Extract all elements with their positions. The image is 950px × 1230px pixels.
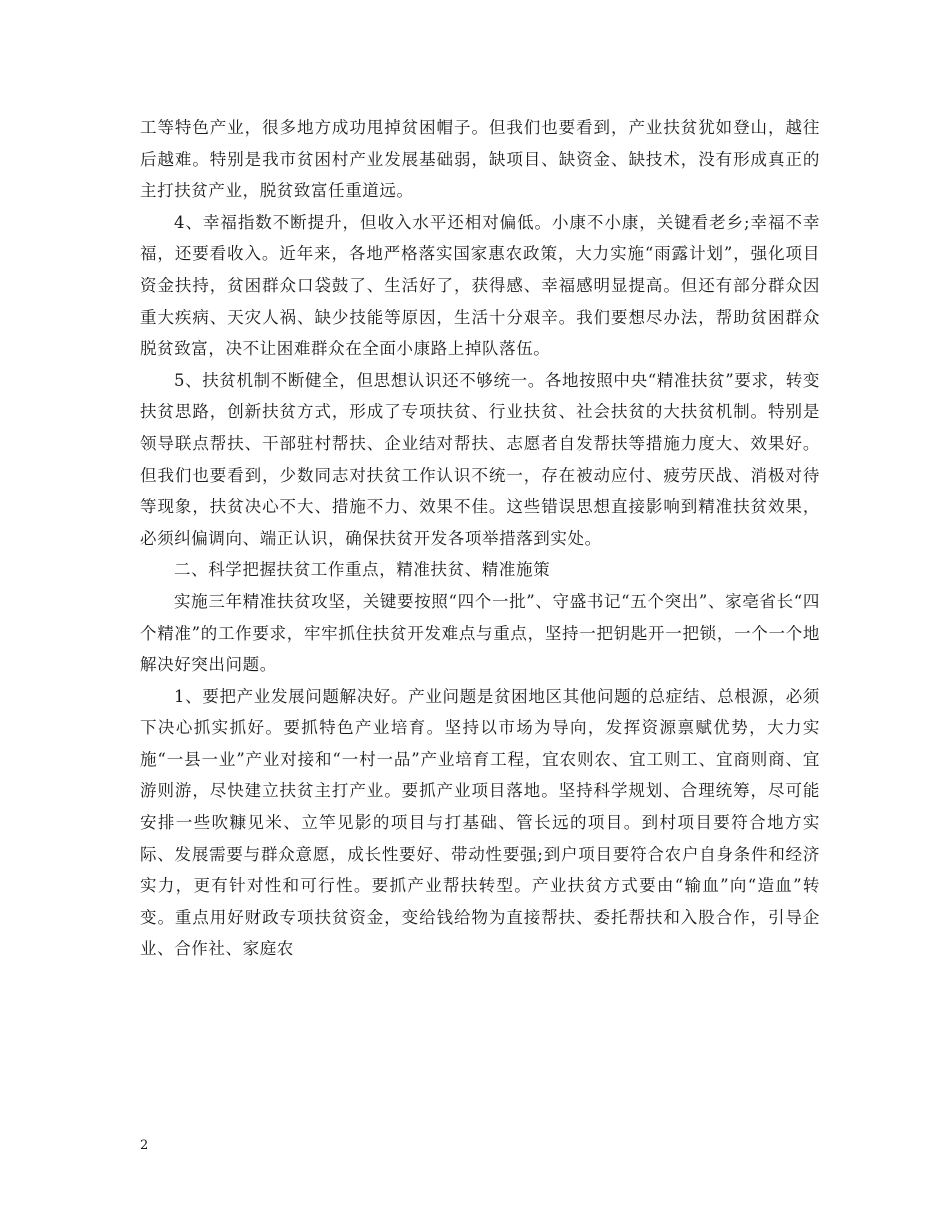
paragraph-3: 5、扶贫机制不断健全，但思想认识还不够统一。各地按照中央“精准扶贫”要求，转变扶贫思路，创新扶贫方式，形成了专项扶贫、行业扶贫、社会扶贫的大扶贫机制。特别是领导联点帮扶、干部驻村帮扶、企业结对帮扶、志愿者自发帮扶等措施力度大、效果好。但我们也要看到，少数同志对扶贫工作认识不统一，存在被动应付、疲劳厌战、消极对待等现象，扶贫决心不大、措施不力、效果不佳。这些错误思想直接影响到精准扶贫效果，必须纠偏调向、端正认识，确保扶贫开发各项举措落到实处。 xyxy=(140,370,820,548)
paragraph-1: 工等特色产业，很多地方成功甩掉贫困帽子。但我们也要看到，产业扶贫犹如登山，越往后越难。特别是我市贫困村产业发展基础弱，缺项目、缺资金、缺技术，没有形成真正的主打扶贫产业，脱贫致富任重道远。 xyxy=(140,118,820,201)
paragraph-4: 实施三年精准扶贫攻坚，关键要按照“四个一批”、守盛书记“五个突出”、家亳省长“四个精准”的工作要求，牢牢抓住扶贫开发难点与重点，坚持一把钥匙开一把锁，一个一个地解决好突出问题。 xyxy=(140,591,820,675)
page-number: 2 xyxy=(140,1138,149,1153)
body-text xyxy=(140,112,820,965)
paragraph-2: 4、幸福指数不断提升，但收入水平还相对偏低。小康不小康，关键看老乡;幸福不幸福，还要看收入。近年来，各地严格落实国家惠农政策，大力实施“雨露计划”，强化项目资金扶持，贫困群众口袋鼓了、生活好了，获得感、幸福感明显提高。但还有部分群众因重大疾病、天灾人祸、缺少技能等原因，生活十分艰辛。我们要想尽办法，帮助贫困群众脱贫致富，决不让困难群众在全面小康路上掉队落伍。 xyxy=(140,212,820,359)
section-heading: 二、科学把握扶贫工作重点，精准扶贫、精准施策 xyxy=(174,560,551,580)
paragraph-5: 1、要把产业发展问题解决好。产业问题是贫困地区其他问题的总症结、总根源，必须下决心抓实抓好。要抓特色产业培育。坚持以市场为导向，发挥资源禀赋优势，大力实施“一县一业”产业对接和“一村一品”产业培育工程，宜农则农、宜工则工、宜商则商、宜游则游，尽快建立扶贫主打产业。要抓产业项目落地。坚持科学规划、合理统筹，尽可能安排一些吹糠见米、立竿见影的项目与打基础、管长远的项目。到村项目要符合地方实际、发展需要与群众意愿，成长性要好、带动性要强;到户项目要符合农户自身条件和经济实力，更有针对性和可行性。要抓产业帮扶转型。产业扶贫方式要由“输血”向“造血”转变。重点用好财政专项扶贫资金，变给钱给物为直接帮扶、委托帮扶和入股合作，引导企业、合作社、家庭农 xyxy=(140,686,820,959)
